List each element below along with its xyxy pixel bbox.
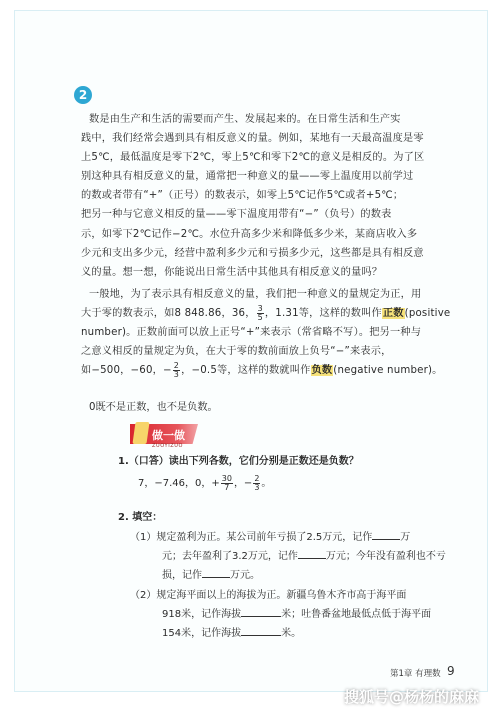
definition-paragraph [81, 285, 451, 380]
exercise-2-item-1: （1）规定盈利为正。某公司前年亏损了2.5万元，记作 万 元；去年盈利了3.2万元，记作 万元；今年没有盈利也不亏 损，记作 万元。 [130, 532, 446, 581]
fraction-2-3: $\frac{2}{3}$ [173, 360, 180, 379]
page-number: 9 [447, 664, 455, 678]
exercise-2-question: 2. 填空： [118, 512, 163, 523]
exercise-1-numbers: 7，−7.46，0，+ $\frac{30}{7}$ ，− $\frac{2}{3}$ 。 [138, 473, 272, 492]
blank-4[interactable] [241, 607, 281, 617]
intro-line-8: 少元和支出多少元，经营中盈利多少元和亏损多少元，这些都是具有相反意 [81, 247, 424, 259]
exercise-2-item-2: （2）规定海平面以上的海拔为正。新疆乌鲁木齐市高于海平面 918米，记作海拔 米；吐鲁番盆地最低点低于海平面 154米，记作海拔 米。 [130, 590, 432, 639]
try-it-subtitle: ZUOYIZUO [152, 443, 184, 449]
def-line-5-c: (negative number)。 [333, 365, 443, 377]
def-line-5 [81, 361, 450, 380]
fraction-3-5: $\frac{3}{5}$ [257, 303, 263, 322]
blank-1[interactable] [372, 530, 400, 540]
fraction-2-3-b: $\frac{2}{3}$ [254, 473, 260, 492]
def-line-2-a: 大于零的数表示，如8 848.86，36， [81, 308, 256, 320]
zero-note: 0既不是正数，也不是负数。 [89, 402, 218, 413]
exercise-1-question: 1.（口答）读出下列各数，它们分别是正数还是负数？ [118, 456, 359, 467]
section-number-badge: 2 [74, 86, 92, 104]
intro-line-6: 把另一种与它意义相反的量——零下温度用带有“−”（负号）的数表 [81, 209, 392, 221]
try-it-header [130, 422, 198, 450]
intro-line-7: 示，如零下2℃记作−2℃。水位升高多少米和降低多少米，某商店收入多 [81, 228, 418, 240]
intro-paragraph [81, 110, 425, 282]
fraction-30-7: $\frac{30}{7}$ [221, 473, 232, 492]
try-it-title: 做一做 [152, 429, 185, 442]
intro-line-4: 别这种具有相反意义的量，通常把一种意义的量——零上温度用以前学过 [81, 171, 414, 183]
def-line-1: 一般地，为了表示具有相反意义的量，我们把一种意义的量规定为正，用 [89, 289, 422, 300]
def-line-2-b: ，1.31等，这样的数叫作 [264, 308, 382, 320]
def-line-3: number)。正数前面可以放上正号“+”来表示（常省略不写）。把另一种与 [81, 327, 422, 339]
positive-number-term: 正数 [382, 308, 404, 320]
intro-line-2: 践中，我们经常会遇到具有相反意义的量。例如，某地有一天最高温度是零 [81, 133, 424, 145]
def-line-4: 之意义相反的量规定为负，在大于零的数前面放上负号“−”来表示， [81, 346, 392, 358]
def-line-5-b: ，−0.5等，这样的数就叫作 [181, 365, 311, 377]
def-line-2-c: (positive [404, 308, 451, 320]
negative-number-term: 负数 [311, 365, 333, 377]
intro-line-3: 上5℃，最低温度是零下2℃，零上5℃和零下2℃的意义是相反的。为了区 [81, 152, 425, 164]
intro-line-1: 数是由生产和生活的需要而产生、发展起来的。在日常生活和生产实 [89, 114, 401, 125]
def-line-2 [81, 304, 450, 323]
blank-5[interactable] [241, 626, 281, 636]
chapter-label: 第1章 有理数 [390, 669, 441, 679]
intro-line-9: 义的量。想一想，你能说出日常生活中其他具有相反意义的量吗？ [81, 266, 383, 278]
watermark: 搜狐号@杨杨的麻麻 [344, 688, 480, 706]
blank-2[interactable] [298, 549, 326, 559]
blank-3[interactable] [202, 568, 230, 578]
intro-line-5: 的数或者带有“+”（正号）的数表示，如零上5℃记作5℃或者+5℃； [81, 190, 404, 202]
def-line-5-a: 如−500，−60，− [81, 365, 172, 377]
